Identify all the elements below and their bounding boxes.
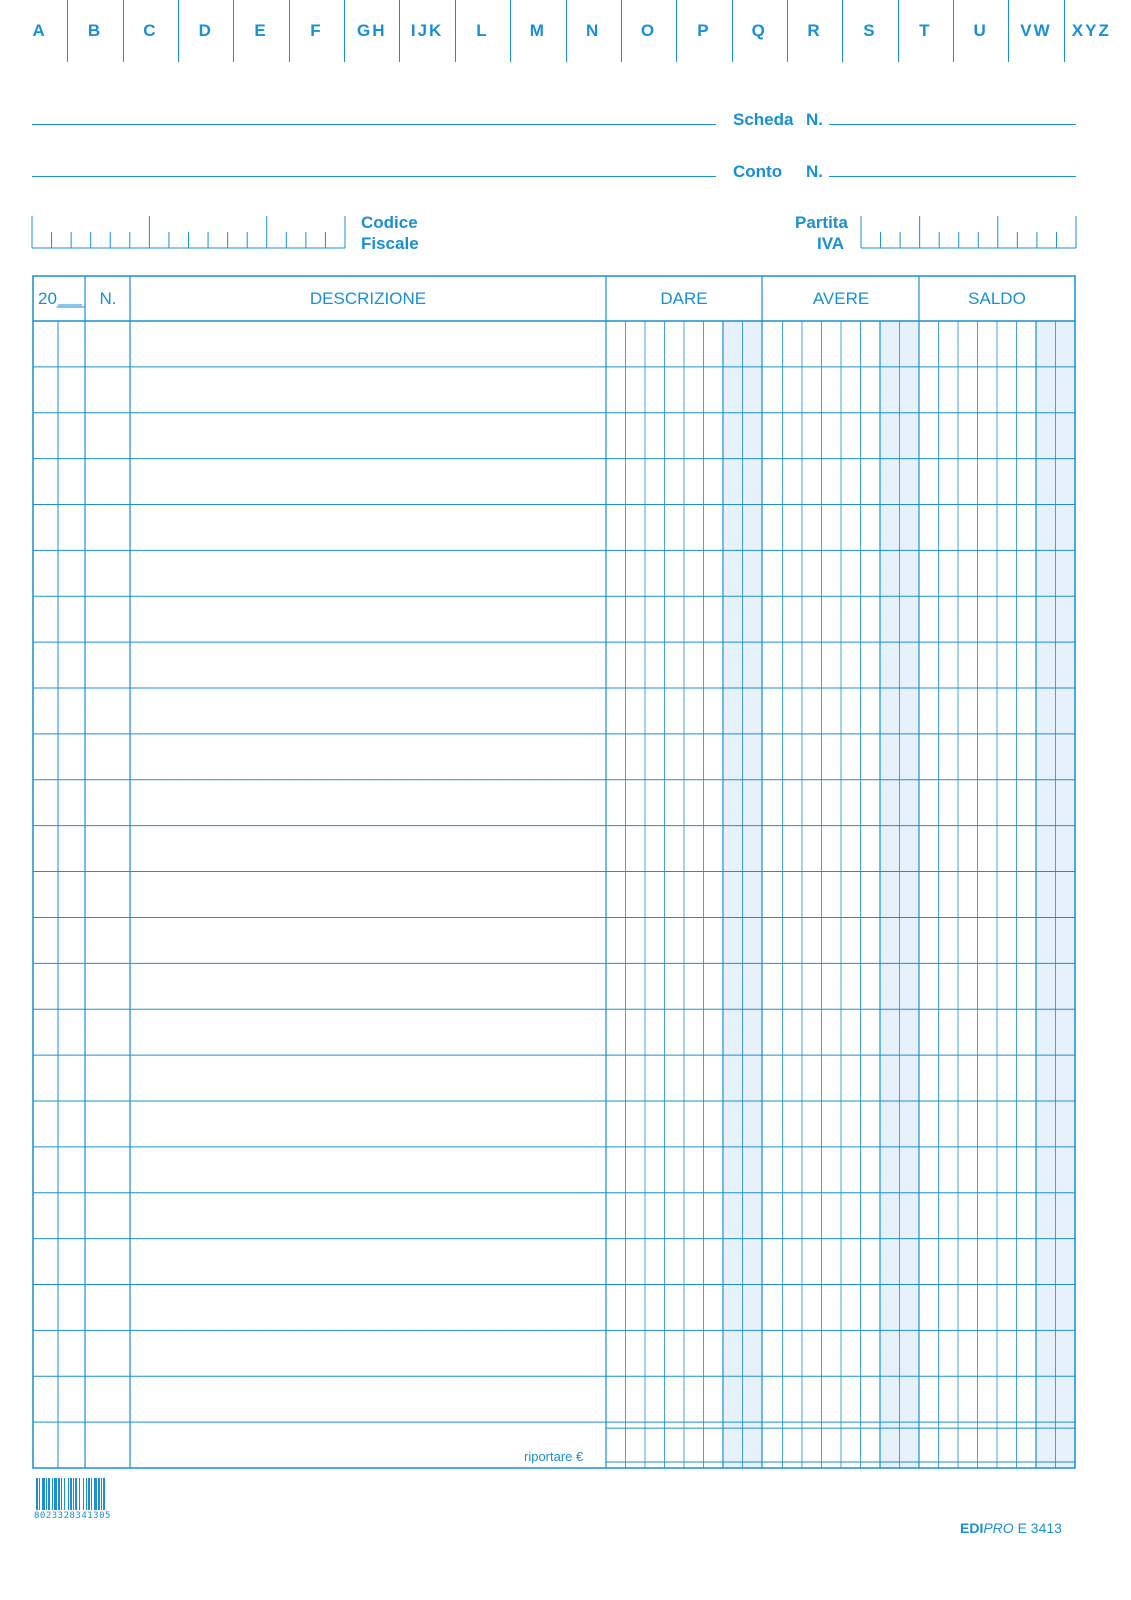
barcode-digits: 8023328341305 xyxy=(34,1511,111,1521)
index-tab-n[interactable]: N xyxy=(586,21,601,40)
index-tab-ijk[interactable]: IJK xyxy=(410,21,444,40)
brand-name-bold: EDI xyxy=(960,1520,984,1536)
barcode-bar xyxy=(54,1478,57,1510)
conto-n-label: N. xyxy=(806,162,823,181)
index-tab-s[interactable]: S xyxy=(863,21,877,40)
index-tab-p[interactable]: P xyxy=(697,21,711,40)
barcode-bar xyxy=(91,1478,92,1510)
barcode-bar xyxy=(103,1478,105,1510)
index-tab-o[interactable]: O xyxy=(640,21,657,40)
scheda-n-label: N. xyxy=(806,110,823,129)
barcode-bar xyxy=(42,1478,45,1510)
scheda-label: Scheda xyxy=(733,110,794,129)
partita-iva-label-2: IVA xyxy=(817,234,845,253)
codice-fiscale-label-2: Fiscale xyxy=(361,234,419,253)
barcode-bar xyxy=(101,1478,102,1510)
barcode-bar xyxy=(58,1478,60,1510)
index-tab-a[interactable]: A xyxy=(32,21,47,40)
barcode-bar xyxy=(61,1478,62,1510)
conto-label: Conto xyxy=(733,162,783,181)
barcode-bar xyxy=(98,1478,100,1510)
brand-name-italic: PRO xyxy=(983,1520,1014,1536)
carry-forward-note: riportare € xyxy=(524,1449,584,1464)
barcode-bar xyxy=(39,1478,40,1510)
brand-mark xyxy=(960,1520,1062,1536)
partita-iva-label-1: Partita xyxy=(795,213,848,232)
barcode-bar xyxy=(94,1478,97,1510)
avere-column-header: AVERE xyxy=(812,289,870,308)
index-tab-c[interactable]: C xyxy=(143,21,158,40)
index-tab-f[interactable]: F xyxy=(310,21,323,40)
codice-fiscale-label-1: Codice xyxy=(361,213,418,232)
barcode-bar xyxy=(86,1478,87,1510)
index-tab-r[interactable]: R xyxy=(807,21,822,40)
index-tab-gh[interactable]: GH xyxy=(357,21,387,40)
index-tab-e[interactable]: E xyxy=(254,21,268,40)
barcode-bar xyxy=(36,1478,38,1510)
barcode-bar xyxy=(52,1478,53,1510)
saldo-column-header: SALDO xyxy=(968,289,1026,308)
index-tab-l[interactable]: L xyxy=(476,21,489,40)
year-column-header: 20___ xyxy=(38,289,86,308)
dare-column-header: DARE xyxy=(660,289,708,308)
index-tab-xyz[interactable]: XYZ xyxy=(1071,21,1111,40)
barcode-bar xyxy=(48,1478,50,1510)
number-column-header: N. xyxy=(99,289,117,308)
barcode-bar xyxy=(73,1478,74,1510)
index-tab-u[interactable]: U xyxy=(973,21,988,40)
barcode-bar xyxy=(79,1478,80,1510)
barcode-bar xyxy=(64,1478,65,1510)
barcode-bar xyxy=(70,1478,72,1510)
index-tab-m[interactable]: M xyxy=(529,21,546,40)
barcode-bar xyxy=(68,1478,69,1510)
index-tab-q[interactable]: Q xyxy=(751,21,767,40)
index-tab-t[interactable]: T xyxy=(919,21,932,40)
product-code: E 3413 xyxy=(1017,1520,1062,1536)
barcode-bar xyxy=(83,1478,84,1510)
index-tab-d[interactable]: D xyxy=(198,21,213,40)
barcode-bar xyxy=(75,1478,77,1510)
barcode-bar xyxy=(88,1478,90,1510)
index-tab-b[interactable]: B xyxy=(87,21,103,40)
description-column-header: DESCRIZIONE xyxy=(309,289,427,308)
barcode-bar xyxy=(46,1478,47,1510)
index-tab-vw[interactable]: VW xyxy=(1020,21,1052,40)
